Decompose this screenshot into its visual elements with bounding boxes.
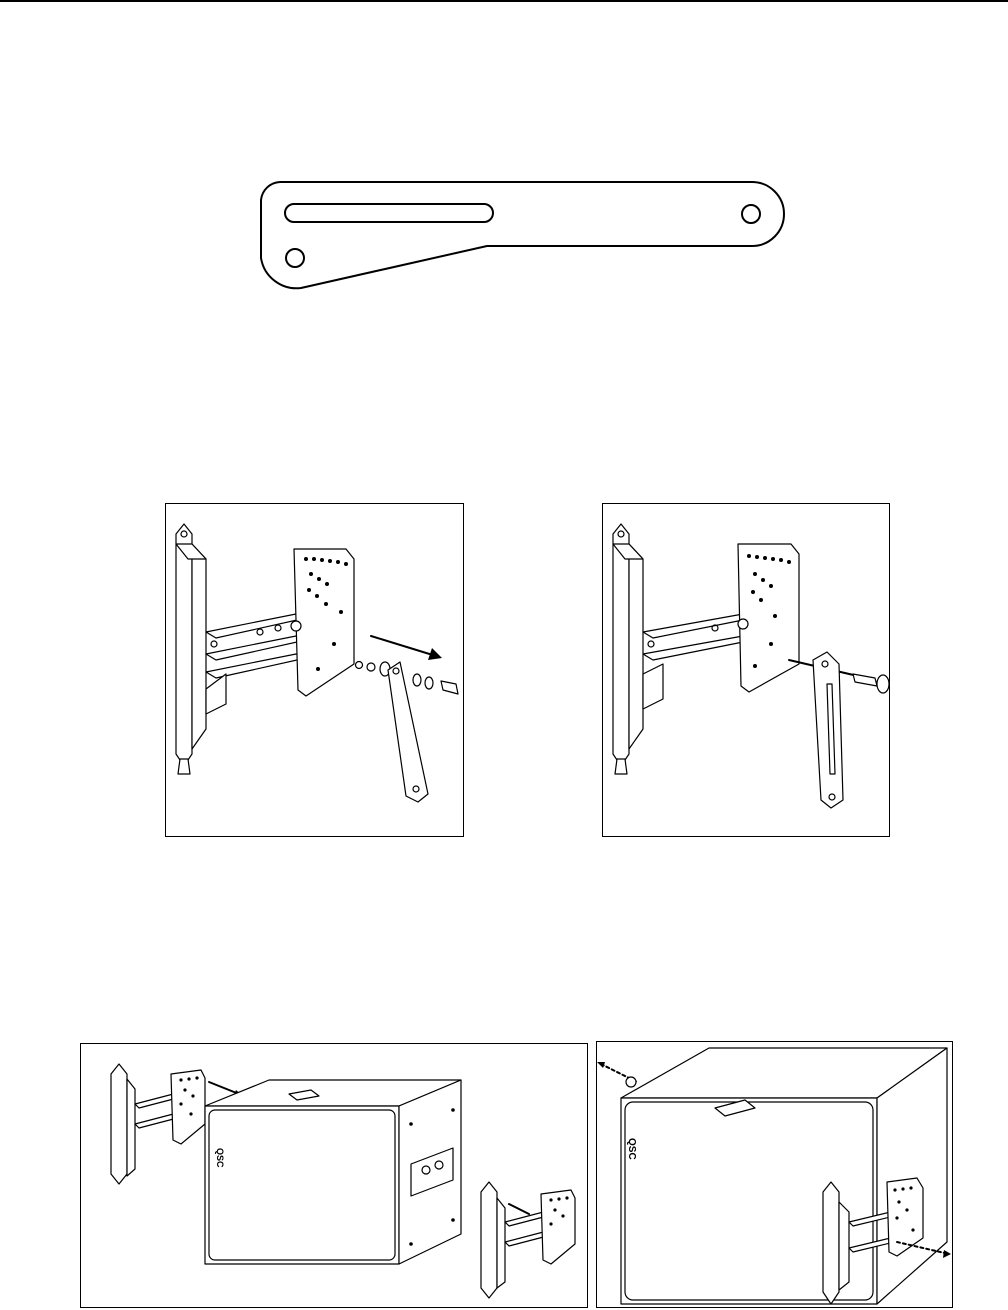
link-bar-hole-right xyxy=(742,205,760,223)
vertical-rail xyxy=(613,524,643,774)
bracket-plate xyxy=(291,549,354,696)
link-bar-hole-left xyxy=(286,249,304,267)
bracket-plate xyxy=(738,544,799,692)
link-bar-part xyxy=(388,662,428,802)
speaker-cabinet xyxy=(621,1048,947,1304)
link-bar-part xyxy=(813,652,843,808)
speaker-logo: QSC xyxy=(626,1138,637,1160)
speaker-exploded-frame xyxy=(80,1043,588,1308)
link-bar-slot xyxy=(285,204,493,222)
page-top-rule xyxy=(0,0,1008,2)
speaker-mounted-frame xyxy=(596,1041,953,1308)
speaker-logo: QSC xyxy=(215,1148,225,1168)
bracket-assembled-frame xyxy=(602,503,890,837)
direction-arrow xyxy=(371,636,442,660)
bracket-exploded-frame xyxy=(165,503,464,837)
link-bar-figure xyxy=(255,178,790,296)
vertical-rail xyxy=(176,524,206,774)
bracket-arms xyxy=(206,614,306,714)
link-bar-outline xyxy=(261,182,784,288)
right-bracket xyxy=(481,1182,575,1298)
bracket-arms xyxy=(643,614,753,709)
speaker-cabinet xyxy=(205,1080,461,1264)
hardware-exploded xyxy=(356,662,459,695)
